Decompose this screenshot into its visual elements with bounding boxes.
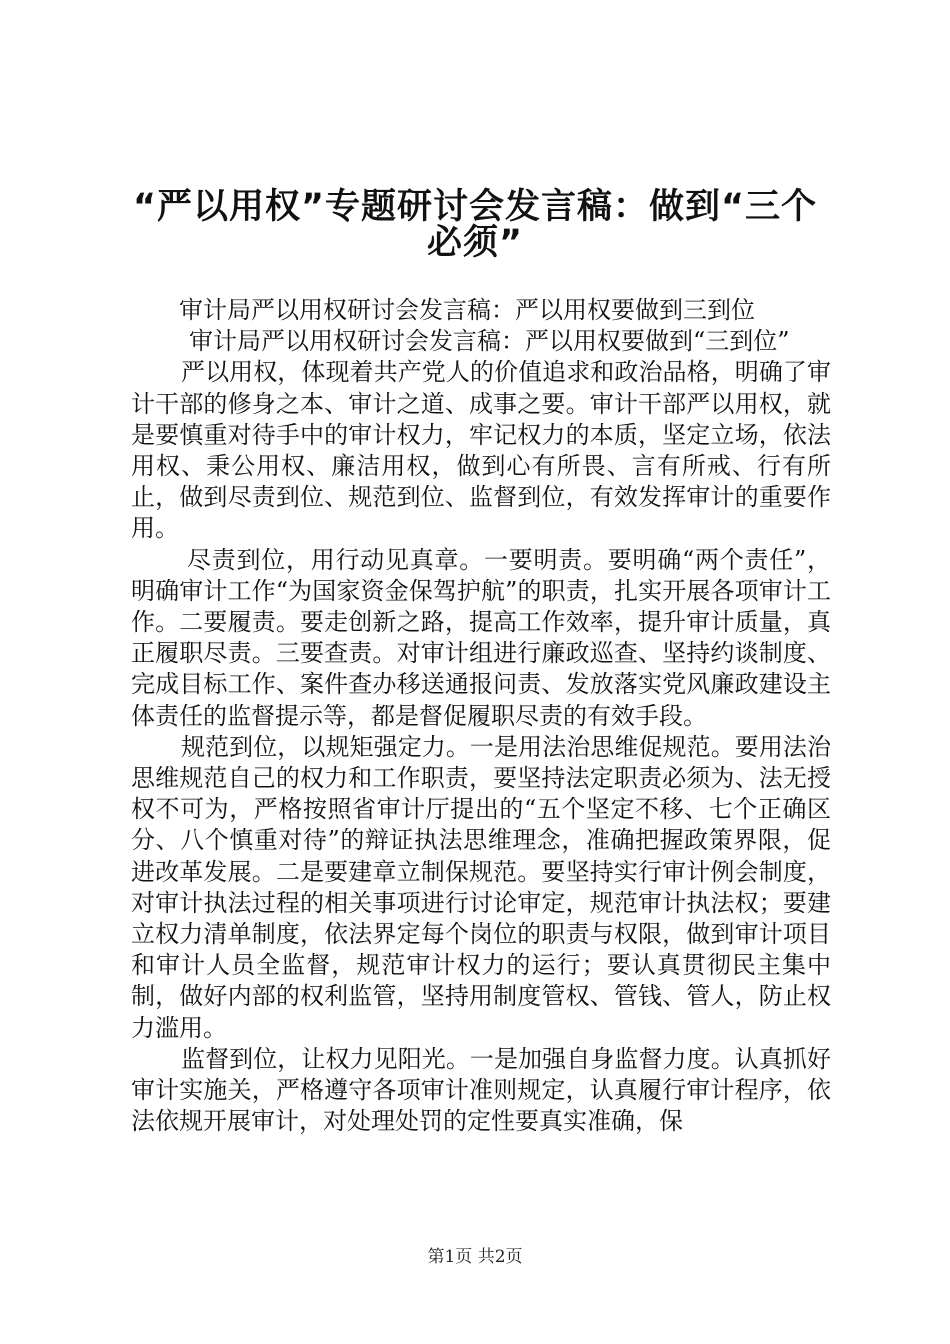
subtitle-2: 审计局严以用权研讨会发言稿：严以用权要做到“三到位” <box>189 327 790 356</box>
title-line-1: “严以用权”专题研讨会发言稿：做到“三个 <box>132 187 817 227</box>
paragraph-supervision: 监督到位，让权力见阳光。一是加强自身监督力度。认真抓好审计实施关，严格遵守各项审计准则规定，认真履行审计程序，依法依规开展审计，对处理处罚的定性要真实准确，保 <box>131 1044 831 1136</box>
paragraph-intro: 严以用权，体现着共产党人的价值追求和政治品格，明确了审计干部的修身之本、审计之道、成事之要。审计干部严以用权，就是要慎重对待手中的审计权力，牢记权力的本质，坚定立场，依法用权、秉公用权、廉洁用权，做到心有所畏、言有所戒、行有所止，做到尽责到位、规范到位、监督到位，有效发挥审计的重要作用。 <box>131 358 831 543</box>
title-line-2: 必须” <box>426 223 523 263</box>
subtitle-1: 审计局严以用权研讨会发言稿：严以用权要做到三到位 <box>179 296 755 324</box>
document-body <box>131 295 831 1137</box>
page-footer: 第1页 共2页 <box>427 1247 523 1267</box>
paragraph-norms: 规范到位，以规矩强定力。一是用法治思维促规范。要用法治思维规范自己的权力和工作职责，要坚持法定职责必须为、法无授权不可为，严格按照省审计厅提出的“五个坚定不移、七个正确区分、八个慎重对待”的辩证执法思维理念，准确把握政策界限，促进改革发展。二是要建章立制保规范。要坚持实行审计例会制度，对审计执法过程的相关事项进行讨论审定，规范审计执法权；要建立权力清单制度，依法界定每个岗位的职责与权限，做到审计项目和审计人员全监督，规范审计权力的运行；要认真贯彻民主集中制，做好内部的权利监管，坚持用制度管权、管钱、管人，防止权力滥用。 <box>131 732 831 1042</box>
paragraph-duty: 尽责到位，用行动见真章。一要明责。要明确“两个责任”，明确审计工作“为国家资金保驾护航”的职责，扎实开展各项审计工作。二要履责。要走创新之路，提高工作效率，提升审计质量，真正履职尽责。三要查责。对审计组进行廉政巡查、坚持约谈制度、完成目标工作、案件查办移送通报问责、发放落实党风廉政建设主体责任的监督提示等，都是督促履职尽责的有效手段。 <box>131 545 831 730</box>
